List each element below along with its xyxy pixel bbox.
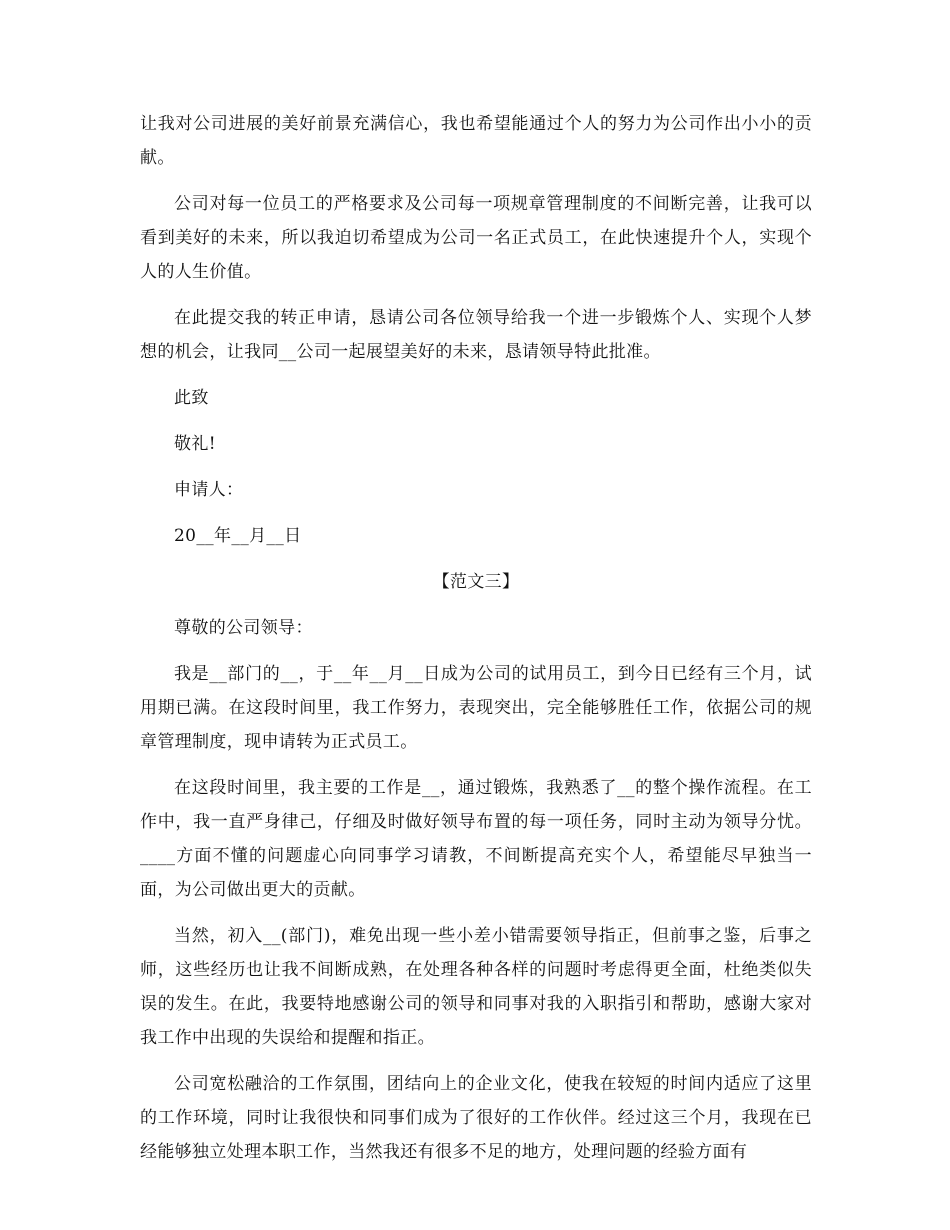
closing-line-1: 此致 bbox=[174, 388, 209, 408]
paragraph-4: 公司宽松融洽的工作氛围，团结向上的企业文化，使我在较短的时间内适应了这里的工作环境，同时让我很快和同事们成为了很好的工作伙伴。经过这三个月，我现在已经能够独立处理本职工作，当然我还有很多不足的地方，处理问题的经验方面有 bbox=[140, 1074, 812, 1162]
paragraph-1: 我是__部门的__，于__年__月__日成为公司的试用员工，到今日已经有三个月，试用期已满。在这段时间里，我工作努力，表现突出，完全能够胜任工作，依据公司的规章管理制度，现申请转为正式员工。 bbox=[140, 664, 812, 752]
applicant-label: 申请人： bbox=[174, 480, 244, 500]
paragraph-requirements: 公司对每一位员工的严格要求及公司每一项规章管理制度的不间断完善，让我可以看到美好的未来，所以我迫切希望成为公司一名正式员工，在此快速提升个人，实现个人的人生价值。 bbox=[140, 194, 812, 282]
document-body bbox=[140, 107, 812, 1181]
salutation: 尊敬的公司领导： bbox=[174, 618, 313, 638]
paragraph-intro-tail: 让我对公司进展的美好前景充满信心，我也希望能通过个人的努力为公司作出小小的贡献。 bbox=[140, 114, 812, 168]
section-title: 【范文三】 bbox=[432, 572, 520, 592]
closing-line-2: 敬礼! bbox=[174, 434, 216, 454]
paragraph-3: 当然，初入__(部门)，难免出现一些小差小错需要领导指正，但前事之鉴，后事之师，这些经历也让我不间断成熟，在处理各种各样的问题时考虑得更全面，杜绝类似失误的发生。在此，我要特地感谢公司的领导和同事对我的入职指引和帮助，感谢大家对我工作中出现的失误给和提醒和指正。 bbox=[140, 926, 812, 1048]
paragraph-2: 在这段时间里，我主要的工作是__，通过锻炼，我熟悉了__的整个操作流程。在工作中，我一直严身律己，仔细及时做好领导布置的每一项任务，同时主动为领导分忧。____方面不懂的问题虚心向同事学习请教，不间断提高充实个人，希望能尽早独当一面，为公司做出更大的贡献。 bbox=[140, 778, 812, 900]
date-line: 20__年__月__日 bbox=[174, 526, 302, 546]
paragraph-submit: 在此提交我的转正申请，恳请公司各位领导给我一个进一步锻炼个人、实现个人梦想的机会，让我同__公司一起展望美好的未来，恳请领导特此批准。 bbox=[140, 308, 812, 362]
